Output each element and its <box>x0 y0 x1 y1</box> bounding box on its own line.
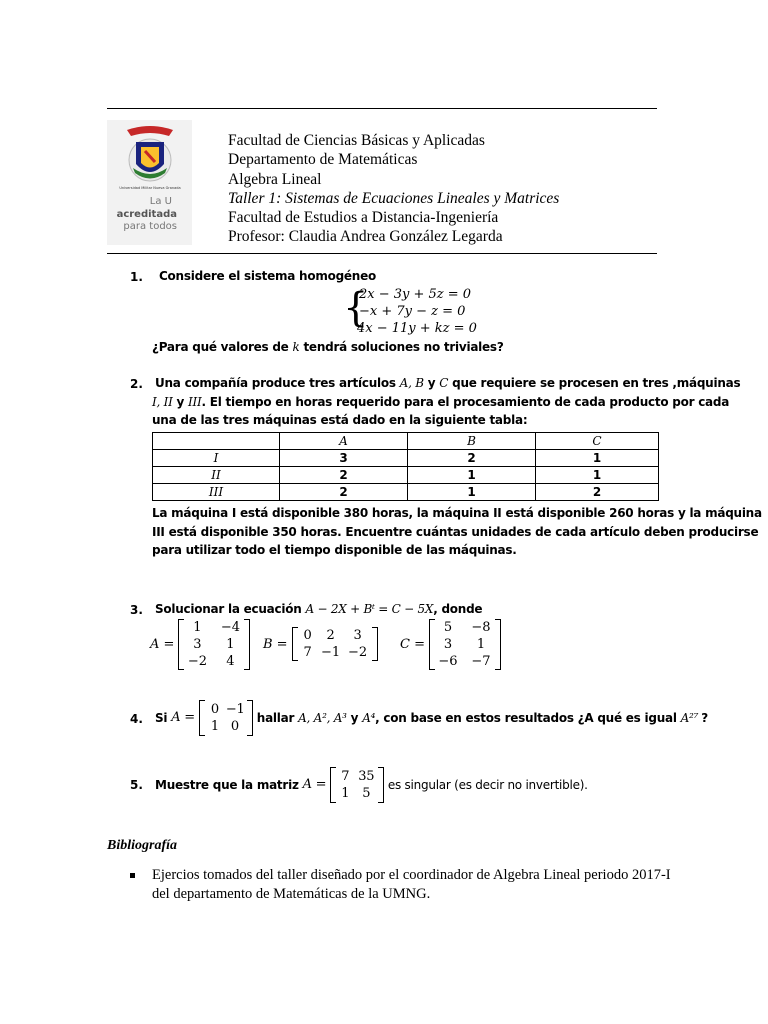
header-bottom-rule <box>107 253 657 254</box>
q4-statement <box>155 700 708 736</box>
matrix-c-entries <box>435 619 495 670</box>
q5-a-label: A = <box>302 776 327 792</box>
q4-end: ? <box>701 710 708 725</box>
q2-line2-y: y <box>172 395 189 409</box>
professor-line: Profesor: Claudia Andrea González Legarda <box>228 228 503 246</box>
table-cell: 1 <box>408 484 536 501</box>
table-row-label: II <box>153 467 280 484</box>
q2-line1 <box>155 374 740 393</box>
q1-question-var: k <box>292 340 300 354</box>
course-line: Algebra Lineal <box>228 170 322 188</box>
matrix-entry: 1 <box>210 719 219 734</box>
matrix-entry: 1 <box>193 620 202 635</box>
q2-line2-rest: . El tiempo en horas requerido para el procesamiento de cada producto por cada <box>201 395 730 409</box>
q2-line3: una de las tres máquinas está dado en la siguiente tabla: <box>152 413 528 427</box>
matrix-entry: 1 <box>341 786 350 801</box>
q2-line1-vars: A, B <box>399 376 424 390</box>
logo-slogan-line3: para todos <box>123 221 177 232</box>
table-header-cell <box>153 433 280 450</box>
table-cell: 2 <box>408 450 536 467</box>
logo-slogan-line2: acreditada <box>116 209 177 220</box>
bibliography-item: Ejercios tomados del taller diseñado por el coordinador de Algebra Lineal periodo 2017-I del departamento de Matemáticas de la UMNG. <box>152 867 671 902</box>
table-row <box>153 467 659 484</box>
q2-line1-b: y <box>423 376 440 390</box>
seal-text: Universidad Militar Nueva Granada <box>119 186 181 190</box>
matrix-entry: −1 <box>225 702 245 717</box>
q1-intro: Considere el sistema homogéneo <box>159 269 376 283</box>
matrix-entry: 5 <box>443 620 453 635</box>
table-cell: 2 <box>536 484 659 501</box>
q2-line2-iii: III <box>188 395 202 409</box>
q2-line1-d: que requiere se procesen en tres ,máquinas <box>448 376 741 390</box>
document-header <box>228 131 559 247</box>
q1-question-post: tendrá soluciones no triviales? <box>299 340 504 354</box>
matrix-entry: 2 <box>326 628 335 643</box>
q2-line1-c: C <box>439 376 449 390</box>
table-header-cell: A <box>280 433 408 450</box>
matrix-entry: −2 <box>347 645 368 660</box>
q5-pre: Muestre que la matriz <box>155 777 303 792</box>
matrix-entry: −4 <box>220 620 240 635</box>
q2-after-line1: La máquina I está disponible 380 horas, la máquina II está disponible 260 horas y la máquina <box>152 506 762 520</box>
matrix-entry: 1 <box>476 637 486 652</box>
matrix-entry: 0 <box>303 628 312 643</box>
table-cell: 2 <box>280 467 408 484</box>
table-row-label: III <box>153 484 280 501</box>
matrix-c-label: C = <box>400 637 425 652</box>
matrix-entry: 5 <box>362 786 371 801</box>
bullet-icon <box>130 873 135 878</box>
q2-line2 <box>152 393 729 412</box>
q2-number: 2. <box>130 377 143 391</box>
right-bracket <box>372 627 378 661</box>
table-header-cell: C <box>536 433 659 450</box>
matrix-a <box>150 619 250 670</box>
matrix-entry: 3 <box>193 637 202 652</box>
distance-faculty-line: Facultad de Estudios a Distancia-Ingeniería <box>228 209 499 227</box>
matrix-entry: 1 <box>226 637 235 652</box>
q1-number: 1. <box>130 270 143 284</box>
matrix-entry: 3 <box>353 628 362 643</box>
table-cell: 1 <box>536 467 659 484</box>
matrix-entry: −8 <box>471 620 491 635</box>
matrix-b <box>263 627 378 661</box>
table-cell: 1 <box>536 450 659 467</box>
university-logo <box>107 120 192 245</box>
q1-eq2: −x + 7y − z = 0 <box>359 304 466 319</box>
q3-equation: A − 2X + Bᵗ = C − 5X <box>305 602 434 616</box>
right-bracket <box>495 619 501 670</box>
matrix-entry: 7 <box>341 769 350 784</box>
system-brace: { <box>343 285 369 331</box>
matrix-entry: 3 <box>443 637 453 652</box>
q1-eq1: 2x − 3y + 5z = 0 <box>359 287 472 302</box>
table-row-label: I <box>153 450 280 467</box>
q2-after-line2: III está disponible 350 horas. Encuentre cuántas unidades de cada artículo deben producirse <box>152 525 759 539</box>
matrix-entry: −6 <box>438 654 458 669</box>
q5-number: 5. <box>130 778 143 792</box>
q4-powers: A, A², A³ <box>298 710 347 725</box>
matrix-entry: −1 <box>320 645 341 660</box>
matrix-entry: 35 <box>358 769 375 784</box>
q5-post: es singular (es decir no invertible). <box>384 777 588 792</box>
q1-system <box>357 286 477 337</box>
department-line: Departamento de Matemáticas <box>228 151 418 169</box>
q4-number: 4. <box>130 712 143 726</box>
logo-slogan-line1: La U <box>149 196 172 207</box>
q3-intro: Solucionar la ecuación <box>155 602 306 616</box>
q4-a27: A²⁷ <box>680 710 699 725</box>
table-cell: 3 <box>280 450 408 467</box>
q1-question-pre: ¿Para qué valores de <box>152 340 293 354</box>
q4-post: , con base en estos resultados ¿A qué es igual <box>375 710 681 725</box>
q4-y: y <box>346 710 363 725</box>
machine-time-table <box>152 432 659 501</box>
bibliography-title: Bibliografía <box>107 838 178 853</box>
matrix-b-entries <box>298 627 372 661</box>
q4-pre: Si <box>155 710 172 725</box>
matrix-entry: −2 <box>187 654 207 669</box>
q2-line2-vars: I, II <box>152 395 173 409</box>
q3-outro: , donde <box>433 602 483 616</box>
matrix-entry: 0 <box>210 702 219 717</box>
q2-line1-a: Una compañía produce tres artículos <box>155 376 400 390</box>
q4-a-label: A = <box>171 709 195 725</box>
q5-statement <box>155 767 588 803</box>
q4-a4: A⁴ <box>362 710 376 725</box>
matrix-b-label: B = <box>263 636 288 652</box>
q4-mid: hallar <box>252 710 299 725</box>
q2-after-line3: para utilizar todo el tiempo disponible de las máquinas. <box>152 543 517 557</box>
matrix-a-entries <box>184 619 244 670</box>
q5-matrix-entries <box>336 768 378 802</box>
matrix-a-label: A = <box>150 637 175 652</box>
table-cell: 1 <box>408 467 536 484</box>
workshop-title: Taller 1: Sistemas de Ecuaciones Lineales y Matrices <box>228 189 560 207</box>
matrix-entry: −7 <box>471 654 491 669</box>
q3-statement <box>155 600 482 619</box>
table-header-cell: B <box>408 433 536 450</box>
matrix-entry: 0 <box>230 719 239 734</box>
matrix-c <box>400 619 501 670</box>
top-rule <box>107 108 657 109</box>
table-header-row <box>153 433 659 450</box>
q4-matrix-entries <box>205 701 247 735</box>
q1-eq3: 4x − 11y + kz = 0 <box>357 321 477 336</box>
table-cell: 2 <box>280 484 408 501</box>
matrix-entry: 7 <box>303 645 312 660</box>
faculty-line: Facultad de Ciencias Básicas y Aplicadas <box>228 132 485 149</box>
q1-question <box>152 338 504 357</box>
right-bracket <box>244 619 250 670</box>
q3-number: 3. <box>130 603 143 617</box>
matrix-entry: 4 <box>226 654 235 669</box>
table-row <box>153 450 659 467</box>
table-row <box>153 484 659 501</box>
